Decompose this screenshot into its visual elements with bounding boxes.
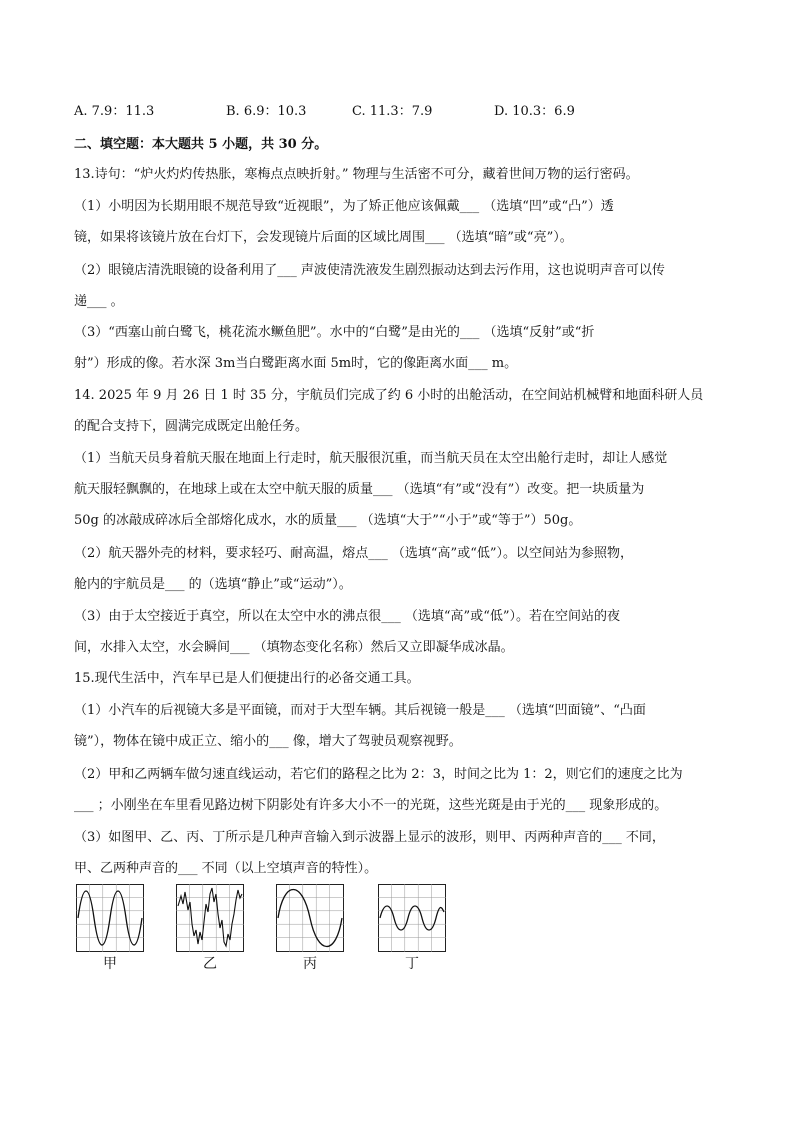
section-heading: 二、填空题：本大题共 5 小题，共 30 分。 bbox=[74, 137, 328, 152]
q15-2-b: ___ ；小刚坐在车里看见路边树下阴影处有许多大小不一的光斑，这些光斑是由于光的___ 现象形成的。 bbox=[74, 798, 668, 813]
q15-2-a: （2）甲和乙两辆车做匀速直线运动，若它们的路程之比为 2：3，时间之比为 1：2，则它们的速度之比为 bbox=[74, 767, 683, 782]
waveform-label-bing: 丙 bbox=[303, 956, 317, 972]
q15-3-a: （3）如图甲、乙、丙、丁所示是几种声音输入到示波器上显示的波形，则甲、丙两种声音的___ 不同， bbox=[74, 830, 665, 845]
q13-1-a: （1）小明因为长期用眼不规范导致“近视眼”，为了矫正他应该佩戴___ （选填“凹”或“凸”）透 bbox=[74, 199, 614, 214]
q15-stem: 15.现代生活中，汽车早已是人们便捷出行的必备交通工具。 bbox=[74, 671, 420, 686]
option-d: D. 10.3：6.9 bbox=[494, 104, 575, 119]
q13-2-b: 递___ 。 bbox=[74, 294, 124, 309]
waveform-label-jia: 甲 bbox=[103, 956, 117, 972]
q14-3-a: （3）由于太空接近于真空，所以在太空中水的沸点很___ （选填“高”或“低”）。若在空间站的夜 bbox=[74, 609, 620, 624]
q15-3-b: 甲、乙两种声音的___ 不同（以上空填声音的特性）。 bbox=[74, 861, 378, 876]
waveform-bing bbox=[276, 884, 344, 952]
q14-3-b: 间，水排入太空，水会瞬间___ （填物态变化名称）然后又立即凝华成冰晶。 bbox=[74, 640, 514, 655]
q14-2-a: （2）航天器外壳的材料，要求轻巧、耐高温，熔点___ （选填“高”或“低”）。以空间站为参照物， bbox=[74, 546, 633, 561]
q13-3-b: 射”）形成的像。若水深 3m当白鹭距离水面 5m时，它的像距离水面___ m。 bbox=[74, 356, 518, 371]
waveform-yi bbox=[176, 884, 244, 952]
q15-1-a: （1）小汽车的后视镜大多是平面镜，而对于大型车辆。其后视镜一般是___ （选填“凹面镜”、“凸面 bbox=[74, 703, 646, 718]
option-a: A. 7.9：11.3 bbox=[74, 104, 155, 119]
option-c: C. 11.3：7.9 bbox=[352, 104, 433, 119]
q13-3-a: （3）“西塞山前白鹭飞，桃花流水鳜鱼肥”。水中的“白鹭”是由光的___ （选填“反射”或“折 bbox=[74, 325, 595, 340]
q13-2-a: （2）眼镜店清洗眼镜的设备利用了___ 声波使清洗液发生剧烈振动达到去污作用，这也说明声音可以传 bbox=[74, 263, 665, 278]
q13-1-b: 镜，如果将该镜片放在台灯下，会发现镜片后面的区域比周围___ （选填“暗”或“亮”）。 bbox=[74, 230, 573, 245]
q14-2-b: 舱内的宇航员是___ 的（选填“静止”或“运动”）。 bbox=[74, 577, 352, 592]
q14-stem-a: 14. 2025 年 9 月 26 日 1 时 35 分，宇航员们完成了约 6 小时的出舱活动，在空间站机械臂和地面科研人员 bbox=[74, 388, 704, 403]
q14-1-c: 50g 的冰敲成碎冰后全部熔化成水，水的质量___ （选填“大于”“小于”或“等于”）50g。 bbox=[74, 513, 582, 528]
waveform-label-yi: 乙 bbox=[203, 956, 217, 972]
q14-stem-b: 的配合支持下，圆满完成既定出舱任务。 bbox=[74, 419, 309, 434]
q14-1-a: （1）当航天员身着航天服在地面上行走时，航天服很沉重，而当航天员在太空出舱行走时，却让人感觉 bbox=[74, 451, 668, 466]
q15-1-b: 镜”），物体在镜中成正立、缩小的___ 像，增大了驾驶员观察视野。 bbox=[74, 734, 462, 749]
q14-1-b: 航天服轻飘飘的，在地球上或在太空中航天服的质量___ （选填“有”或“没有”）改变。把一块质量为 bbox=[74, 482, 645, 497]
oscilloscope-figure bbox=[76, 884, 456, 979]
waveform-label-ding: 丁 bbox=[405, 956, 419, 972]
waveform-ding bbox=[378, 884, 446, 952]
option-b: B. 6.9：10.3 bbox=[226, 104, 307, 119]
q13-stem: 13.诗句：“炉火灼灼传热胀，寒梅点点映折射。” 物理与生活密不可分，藏着世间万物的运行密码。 bbox=[74, 167, 639, 182]
waveform-jia bbox=[76, 884, 144, 952]
